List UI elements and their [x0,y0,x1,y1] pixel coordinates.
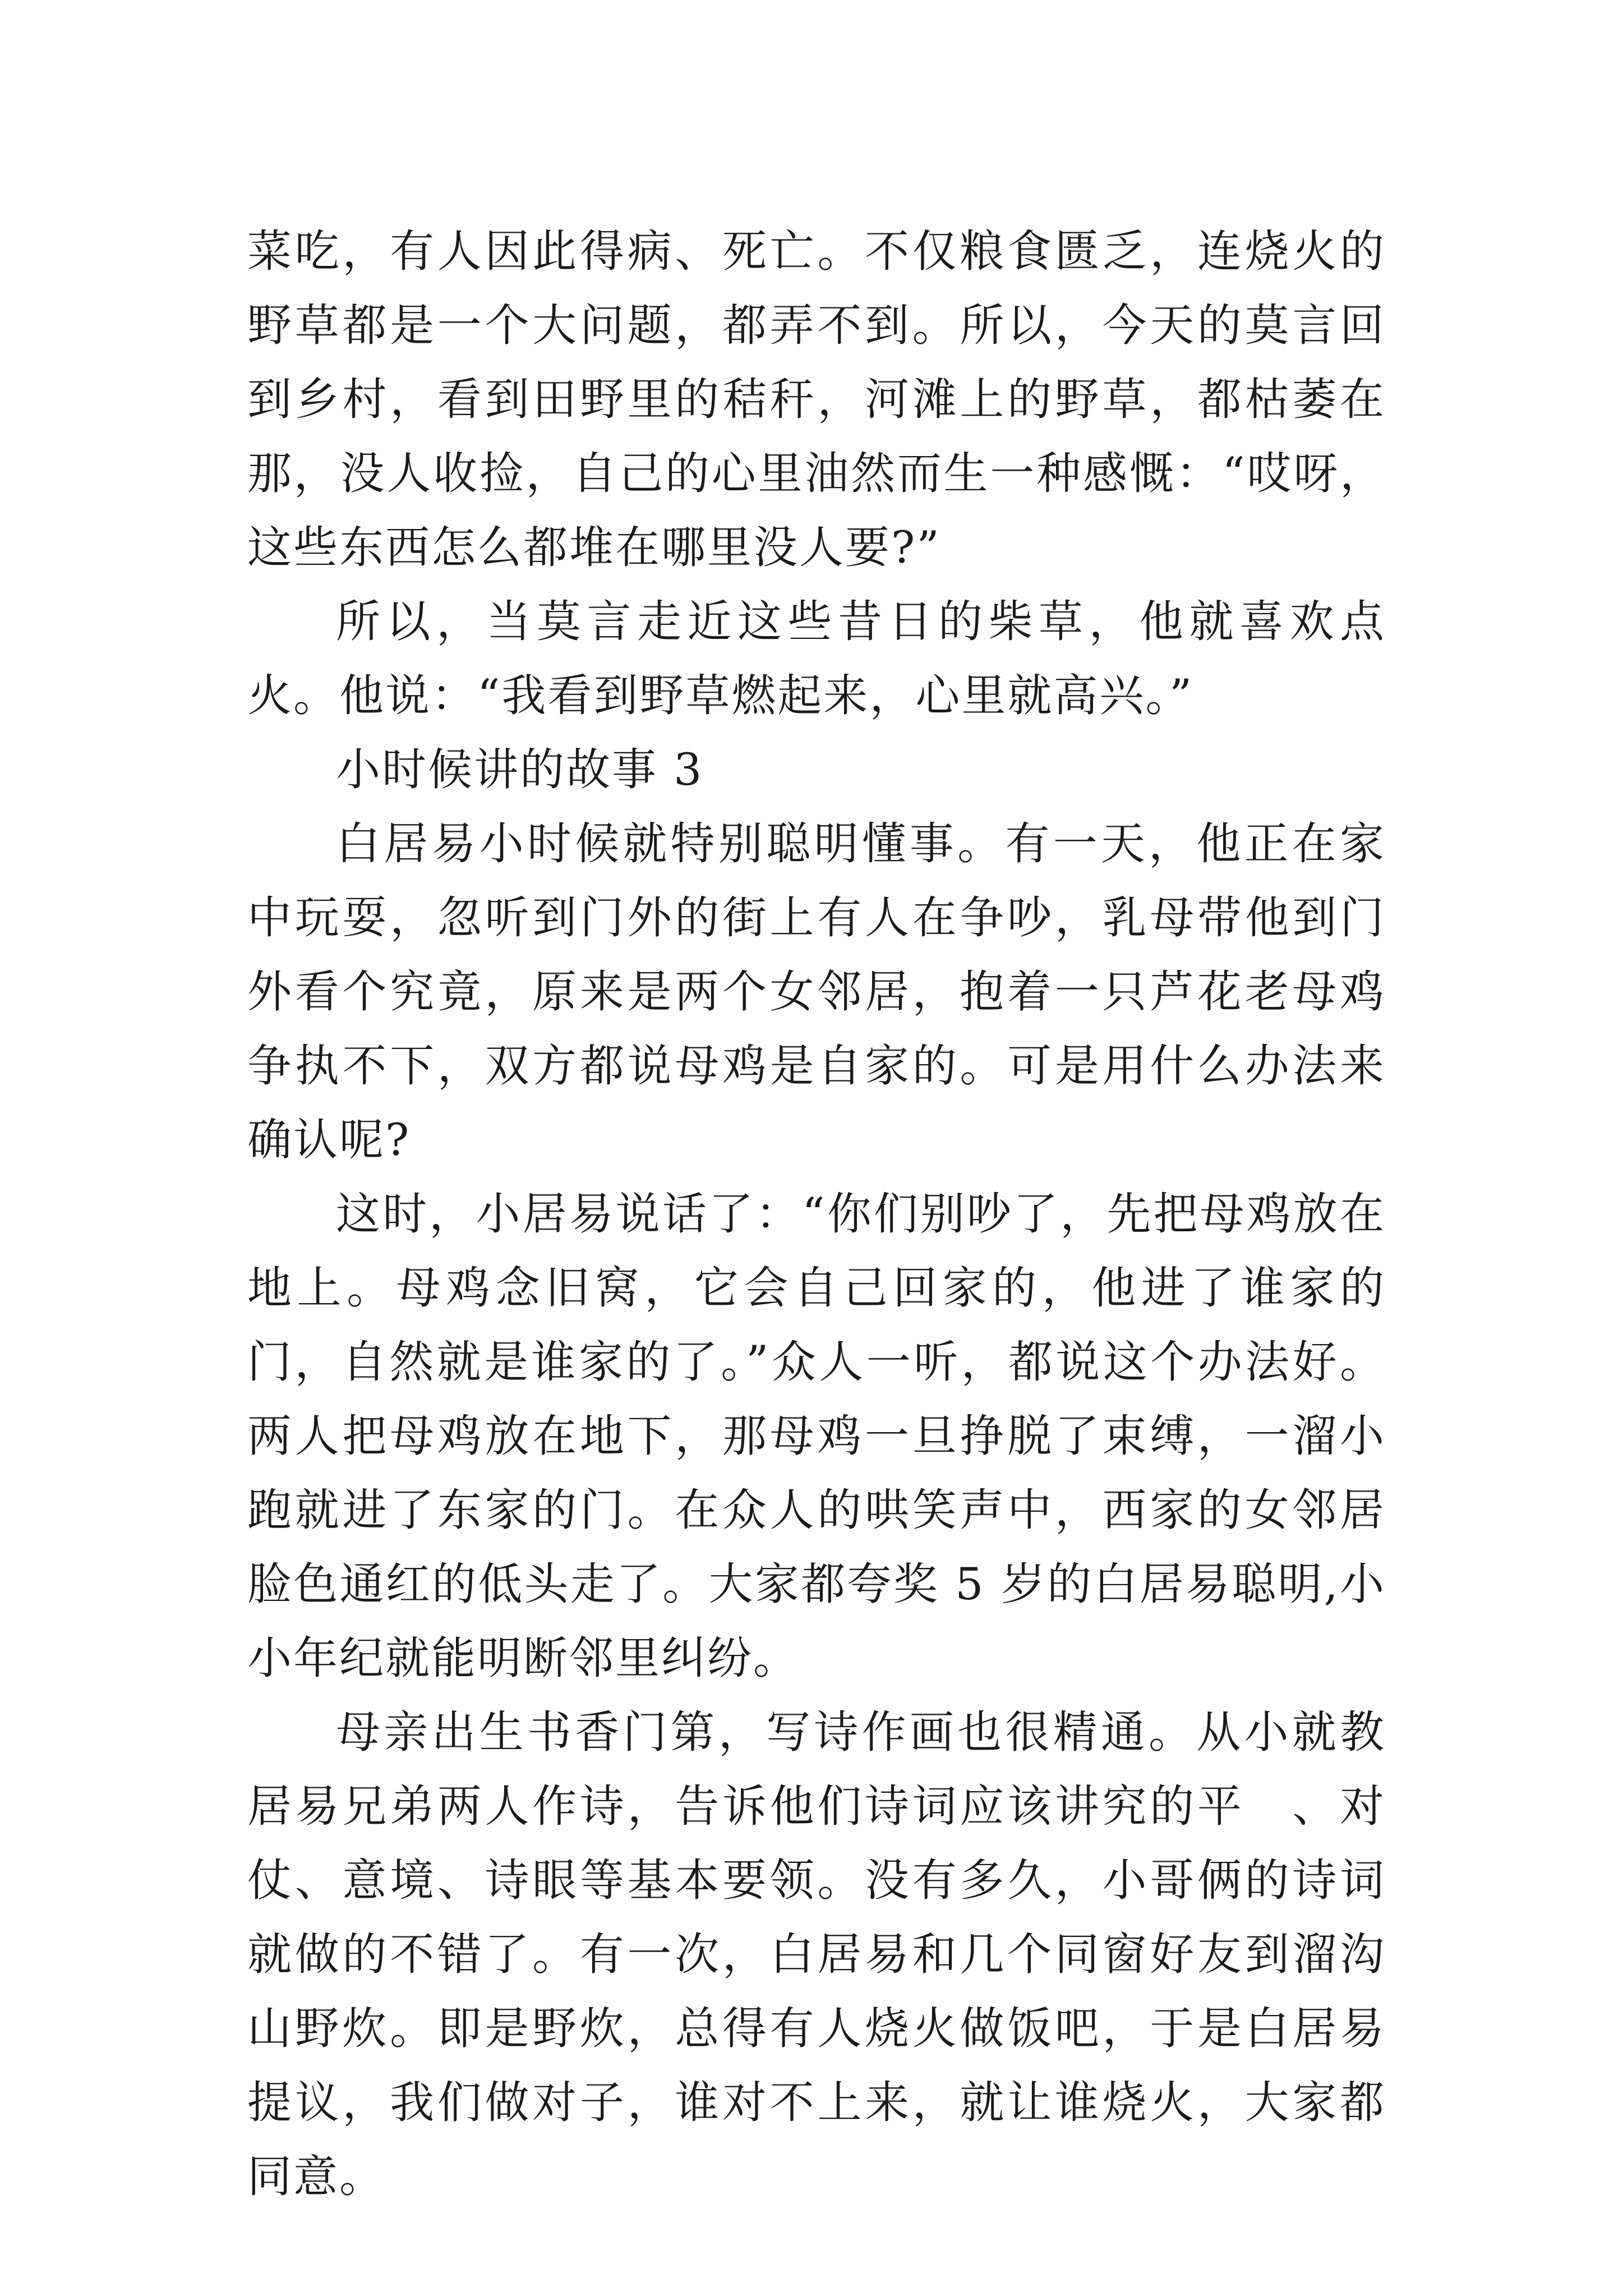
paragraph-2: 所以，当莫言走近这些昔日的柴草，他就喜欢点火。他说：“我看到野草燃起来，心里就高兴。” [247,596,1386,721]
paragraph-5: 母亲出生书香门第，写诗作画也很精通。从小就教居易兄弟两人作诗，告诉他们诗词应该讲究的平 、对仗、意境、诗眼等基本要领。没有多久，小哥俩的诗词就做的不错了。有一次，白居易和几个同窗好友到溜沟山野炊。即是野炊，总得有人烧火做饭吧，于是白居易提议，我们做对子，谁对不上来，就让谁烧火，大家都同意。 [247,1706,1386,2202]
paragraph-3: 白居易小时候就特别聪明懂事。有一天，他正在家中玩耍，忽听到门外的街上有人在争吵，乳母带他到门外看个究竟，原来是两个女邻居，抱着一只芦花老母鸡争执不下，双方都说母鸡是自家的。可是用什么办法来确认呢? [247,818,1386,1166]
paragraph-1: 菜吃，有人因此得病、死亡。不仅粮食匮乏，连烧火的野草都是一个大问题，都弄不到。所以，今天的莫言回到乡村，看到田野里的秸秆，河滩上的野草，都枯萎在那，没人收捡，自己的心里油然而生一种感慨：“哎呀，这些东西怎么都堆在哪里没人要?” [247,226,1386,573]
paragraph-4: 这时，小居易说话了：“你们别吵了，先把母鸡放在地上。母鸡念旧窝，它会自己回家的，他进了谁家的门，自然就是谁家的了。”众人一听，都说这个办法好。两人把母鸡放在地下，那母鸡一旦挣脱了束缚，一溜小跑就进了东家的门。在众人的哄笑声中，西家的女邻居脸色通红的低头走了。大家都夸奖 5 岁的白居易聪明,小小年纪就能明断邻里纠纷。 [247,1188,1386,1684]
section-heading: 小时候讲的故事 3 [336,744,704,795]
document-body [247,214,1386,2214]
